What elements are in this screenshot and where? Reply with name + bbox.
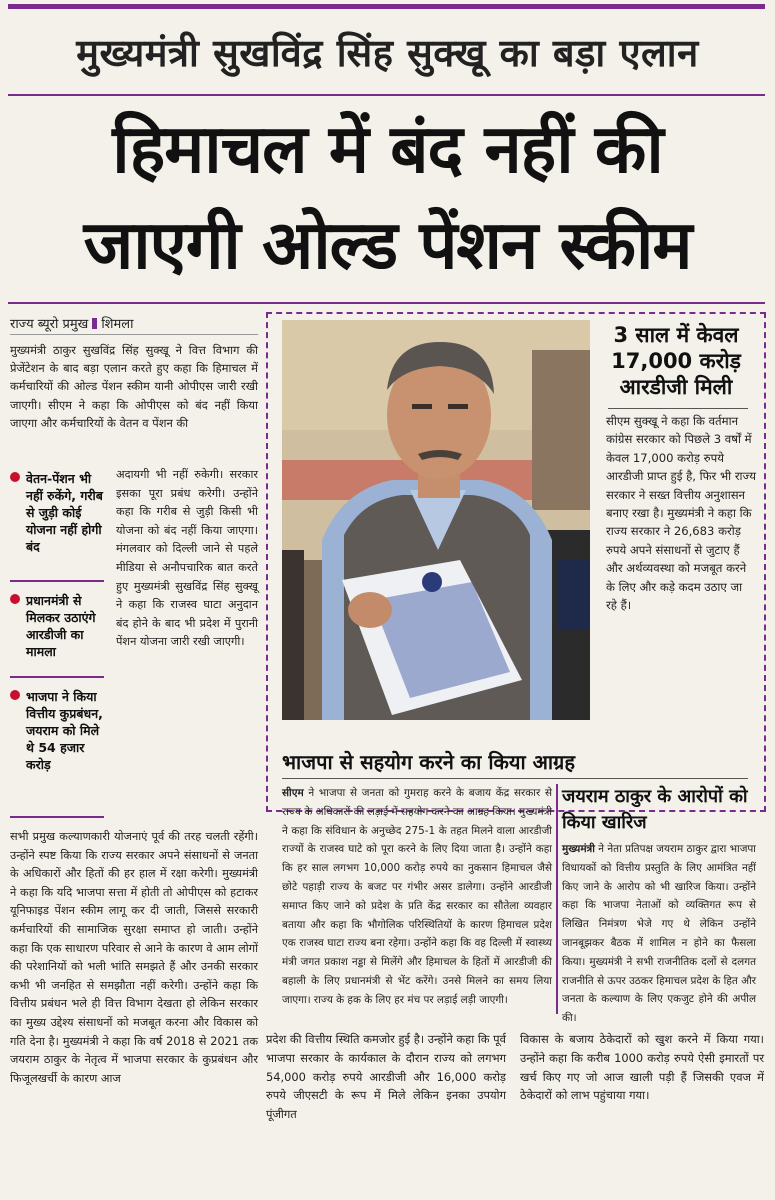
cm-photo-illustration [282,320,590,720]
kicker-rule [8,94,765,96]
column-divider [556,784,558,1014]
bottom-right-paragraph: विकास के बजाय ठेकेदारों को खुश करने में किया गया। उन्होंने कहा कि करीब 1000 करोड़ रुपये ऐसी इमारतों पर खर्च किए गए जो आज खाली पड़ी हैं जिसकी एवज में ठेकेदारों को लाभ पहुंचाया गया। [520,1032,764,1103]
bullet-dot-icon [10,472,20,482]
bullet-rule [10,676,104,678]
bullet-1 [10,470,104,555]
bullet-rule [10,580,104,582]
byline [10,314,133,332]
bullet-3-text: भाजपा ने किया वित्तीय कुप्रबंधन, जयराम को मिले थे 54 हजार करोड़ [26,689,103,772]
sidebar-rule [608,408,748,409]
sidebar-heading: 3 साल में केवल 17,000 करोड़ आरडीजी मिली [611,323,741,399]
dateline-city: शिमला [101,317,134,332]
top-accent-bar [8,4,765,9]
cm-photo [282,320,590,720]
left-lower-paragraph: सभी प्रमुख कल्याणकारी योजनाएं पूर्व की तरह चलती रहेंगी। उन्होंने स्पष्ट किया कि राज्य सरकार अपने संसाधनों से जनता के अधिकारों और हितों की हर हाल में रक्षा करेगी। मुख्यमंत्री ने कहा कि यदि भाजपा सत्ता में होती तो ओपीएस को हटाकर यूनिफाइड पेंशन स्कीम लागू कर दी जाती, जिससे सरकारी कर्मचारियों की सामाजिक सुरक्षा समाप्त हो जाती। उन्होंने कहा कि एक साधारण परिवार से आने के कारण वे आम लोगों की परेशानियों को भली भांति समझते हैं और उनकी सरकार कभी भी जनहित से समझौता नहीं करेगी। उन्होंने कहा कि वित्तीय प्रबंधन भले ही वित्त विभाग देखता हो लेकिन सरकार का मुख्य उद्देश्य संसाधनों को मजबूत करना और विकास को गति देना है। मुख्यमंत्री ने कहा कि वर्ष 2018 से 2021 तक जयराम ठाकुर के नेतृत्व में भाजपा सरकार के कुप्रबंधन और फिजूलखर्ची के कारण आज [10,830,258,1085]
headline-line-2: जाएगी ओल्ड पेंशन स्कीम [83,206,692,284]
section-2-text: ने नेता प्रतिपक्ष जयराम ठाकुर द्वारा भाजपा विधायकों को वित्तीय प्रस्तुति के लिए आमंत्रित नहीं किए जाने के आरोप को भी खारिज किया। उन्होंने कहा कि भाजपा नेताओं को व्यक्तिगत रूप से लिखित निमंत्रण भेजे गए थे लेकिन उन्होंने जानबूझकर बैठक में शामिल न होने का फैसला किया। मुख्यमंत्री ने सभी राजनीतिक दलों से दलगत राजनीति से ऊपर उठकर हिमाचल प्रदेश के हित और जनता के कल्याण के लिए एकजुट होने की अपील की। [562,843,756,1025]
section-2-paragraph [562,840,756,1028]
section-1-rule [282,778,748,779]
headline-line-1: हिमाचल में बंद नहीं की [112,110,663,188]
bullet-3 [10,688,104,773]
narrow-paragraph: अदायगी भी नहीं रुकेगी। सरकार इसका पूरा प्रबंध करेगी। उन्होंने कहा कि गरीब से जुड़ी किसी भी योजना को बंद नहीं किया जाएगा। मंगलवार को दिल्ली जाने से पहले मीडिया से अनौपचारिक बात करते हुए मुख्यमंत्री सुखविंद्र सिंह सुक्खू ने कहा कि राजस्व घाटा अनुदान बंद होने के बाद भी प्रदेश में पुरानी पेंशन योजना जारी रखी जाएगी। [116,468,258,649]
bottom-middle-paragraph: प्रदेश की वित्तीय स्थिति कमजोर हुई है। उन्होंने कहा कि पूर्व भाजपा सरकार के कार्यकाल के दौरान राज्य को लगभग 54,000 करोड़ रुपये आरडीजी और 16,000 करोड़ रुपये जीएसटी के रूप में मिले लेकिन इनका उपयोग पूंजीगत [266,1032,506,1122]
section-2-lead: मुख्यमंत्री [562,843,595,855]
byline-separator [92,318,97,329]
section-1-paragraph [282,784,552,1010]
bullet-1-text: वेतन-पेंशन भी नहीं रुकेंगे, गरीब से जुड़ी कोई योजना नहीं होगी बंद [26,471,103,554]
intro-paragraph: मुख्यमंत्री ठाकुर सुखविंद्र सिंह सुक्खू ने वित्त विभाग की प्रेजेंटेशन के बाद बड़ा एलान करते हुए कहा कि हिमाचल में कर्मचारियों की ओल्ड पेंशन स्कीम यानी ओपीएस जारी रखी जाएगी। सीएम ने कहा कि ओपीएस को बंद नहीं किया जाएगा और कर्मचारियों के वेतन व पेंशन की [10,343,258,430]
bullet-2 [10,592,104,660]
byline-rule [10,334,258,335]
section-1-text: ने भाजपा से जनता को गुमराह करने के बजाय केंद्र सरकार से राज्य के अधिकारों की लड़ाई में सहयोग करने का आग्रह किया। मुख्यमंत्री ने कहा कि संविधान के अनुच्छेद 275-1 के तहत मिलने वाला आरडीजी राज्यों के राजस्व घाटे को पूरा करने के लिए दिया जाता है। उन्होंने कहा कि हर साल लगभग 10,000 करोड़ रुपये का नुकसान हिमाचल जैसे छोटे पहाड़ी राज्य के बजट पर गंभीर असर डालेगा। उन्होंने आरडीजी समाप्त किए जाने को प्रदेश के प्रति केंद्र सरकार का सौतेला व्यवहार बताया और कहा कि भौगोलिक परिस्थितियों के कारण हिमाचल प्रदेश एक राजस्व घाटा राज्य बना रहेगा। उन्होंने कहा कि वह दिल्ली में स्वास्थ्य मंत्री जगत प्रकाश नड्डा से मिलेंगे और हिमाचल के हितों में आरडीजी की बहाली के लिए प्रधानमंत्री से भेंट करेंगे। उनसे मिलने का समय लिया जाएगा। राज्य के हक के लिए हर मंच पर लड़ाई लड़ी जाएगी। [282,787,552,1006]
kicker: मुख्यमंत्री सुखविंद्र सिंह सुक्खू का बड़ा एलान [76,31,699,75]
section-1-heading: भाजपा से सहयोग करने का किया आग्रह [282,750,575,774]
sidebar-paragraph: सीएम सुक्खू ने कहा कि वर्तमान कांग्रेस सरकार को पिछले 3 वर्षों में केवल 17,000 करोड़ रुपये आरडीजी प्राप्त हुई है, फिर भी राज्य सरकार ने सख्त वित्तीय अनुशासन बनाए रखा है। मुख्यमंत्री ने कहा कि राज्य सरकार ने 26,683 करोड़ रुपये अपने संसाधनों से जुटाए हैं और अर्थव्यवस्था को मजबूत करने के लिए और कड़े कदम उठाए जा रहे हैं। [606,414,756,613]
bullet-dot-icon [10,690,20,700]
bullet-dot-icon [10,594,20,604]
section-1-lead: सीएम [282,787,304,799]
reporter: राज्य ब्यूरो प्रमुख [10,317,89,332]
headline-rule [8,302,765,304]
bullet-rule [10,816,104,818]
bullet-2-text: प्रधानमंत्री से मिलकर उठाएंगे आरडीजी का मामला [26,593,96,659]
section-2-heading: जयराम ठाकुर के आरोपों को किया खारिज [562,786,748,833]
